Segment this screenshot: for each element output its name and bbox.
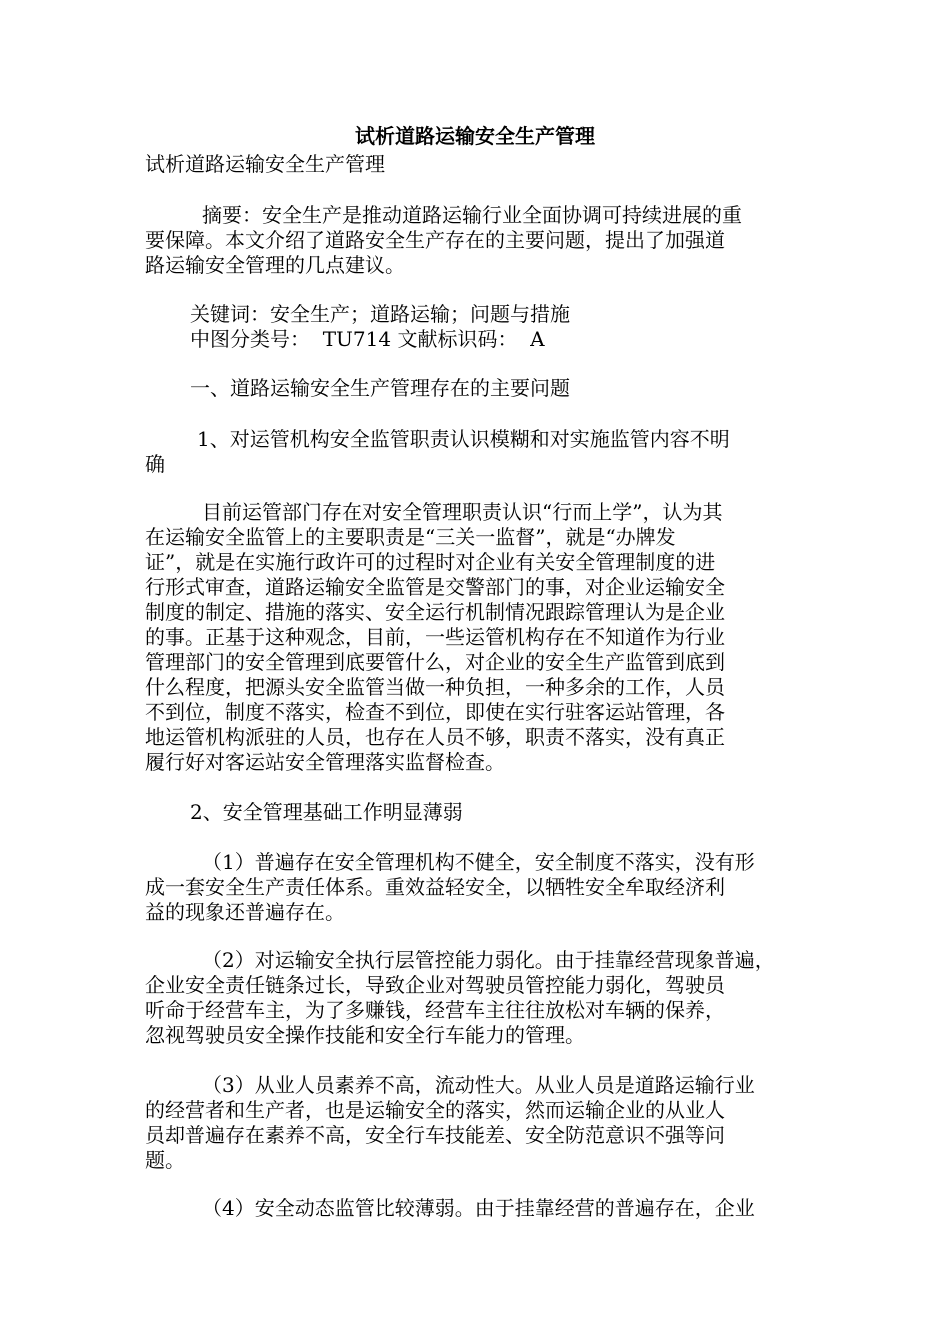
list-item-line: 题。	[145, 1148, 185, 1172]
classification: 中图分类号： TU714 文献标识码： A	[190, 327, 545, 351]
keywords: 关键词：安全生产；道路运输；问题与措施	[190, 302, 570, 326]
paragraph-line: 行形式审查，道路运输安全监管是交警部门的事，对企业运输安全	[145, 575, 725, 599]
list-item-line: 企业安全责任链条过长，导致企业对驾驶员管控能力弱化，驾驶员	[145, 973, 725, 997]
paragraph-line: 什么程度，把源头安全监管当做一种负担，一种多余的工作，人员	[145, 675, 725, 699]
paragraph-line: 在运输安全监管上的主要职责是“三关一监督”，就是“办牌发	[145, 525, 676, 549]
list-item-line: （4）安全动态监管比较薄弱。由于挂靠经营的普遍存在，企业	[202, 1196, 755, 1220]
list-item-line: 员却普遍存在素养不高，安全行车技能差、安全防范意识不强等问	[145, 1123, 725, 1147]
paragraph-line: 制度的制定、措施的落实、安全运行机制情况跟踪管理认为是企业	[145, 600, 725, 624]
list-item-line: 忽视驾驶员安全操作技能和安全行车能力的管理。	[145, 1023, 585, 1047]
abstract-line: 要保障。本文介绍了道路安全生产存在的主要问题，提出了加强道	[145, 228, 725, 252]
paragraph-line: 不到位，制度不落实，检查不到位，即使在实行驻客运站管理，各	[145, 700, 725, 724]
paragraph-line: 证”，就是在实施行政许可的过程时对企业有关安全管理制度的进	[145, 550, 716, 574]
document-title: 试析道路运输安全生产管理	[355, 124, 595, 148]
paragraph-line: 目前运管部门存在对安全管理职责认识“行而上学”，认为其	[202, 500, 723, 524]
abstract-line: 路运输安全管理的几点建议。	[145, 253, 405, 277]
paragraph-line: 的事。正基于这种观念，目前，一些运管机构存在不知道作为行业	[145, 625, 725, 649]
list-item-line: 的经营者和生产者，也是运输安全的落实，然而运输企业的从业人	[145, 1098, 725, 1122]
paragraph-line: 履行好对客运站安全管理落实监督检查。	[145, 750, 505, 774]
paragraph-line: 地运管机构派驻的人员，也存在人员不够，职责不落实，没有真正	[145, 725, 725, 749]
subsection-heading: 1、对运管机构安全监管职责认识模糊和对实施监管内容不明	[197, 427, 730, 451]
subsection-heading: 2、安全管理基础工作明显薄弱	[190, 800, 463, 824]
list-item-line: 成一套安全生产责任体系。重效益轻安全，以牺牲安全牟取经济利	[145, 875, 725, 899]
list-item-line: （1）普遍存在安全管理机构不健全，安全制度不落实，没有形	[202, 850, 755, 874]
list-item-line: 听命于经营车主，为了多赚钱，经营车主往往放松对车辆的保养，	[145, 998, 725, 1022]
list-item-line: 益的现象还普遍存在。	[145, 900, 345, 924]
paragraph-line: 管理部门的安全管理到底要管什么，对企业的安全生产监管到底到	[145, 650, 725, 674]
document-subtitle: 试析道路运输安全生产管理	[145, 152, 385, 176]
subsection-heading: 确	[145, 452, 165, 476]
abstract-line: 摘要：安全生产是推动道路运输行业全面协调可持续进展的重	[202, 203, 742, 227]
list-item-line: （3）从业人员素养不高，流动性大。从业人员是道路运输行业	[202, 1073, 755, 1097]
list-item-line: （2）对运输安全执行层管控能力弱化。由于挂靠经营现象普遍，	[202, 948, 775, 972]
section-heading: 一、道路运输安全生产管理存在的主要问题	[190, 376, 570, 400]
